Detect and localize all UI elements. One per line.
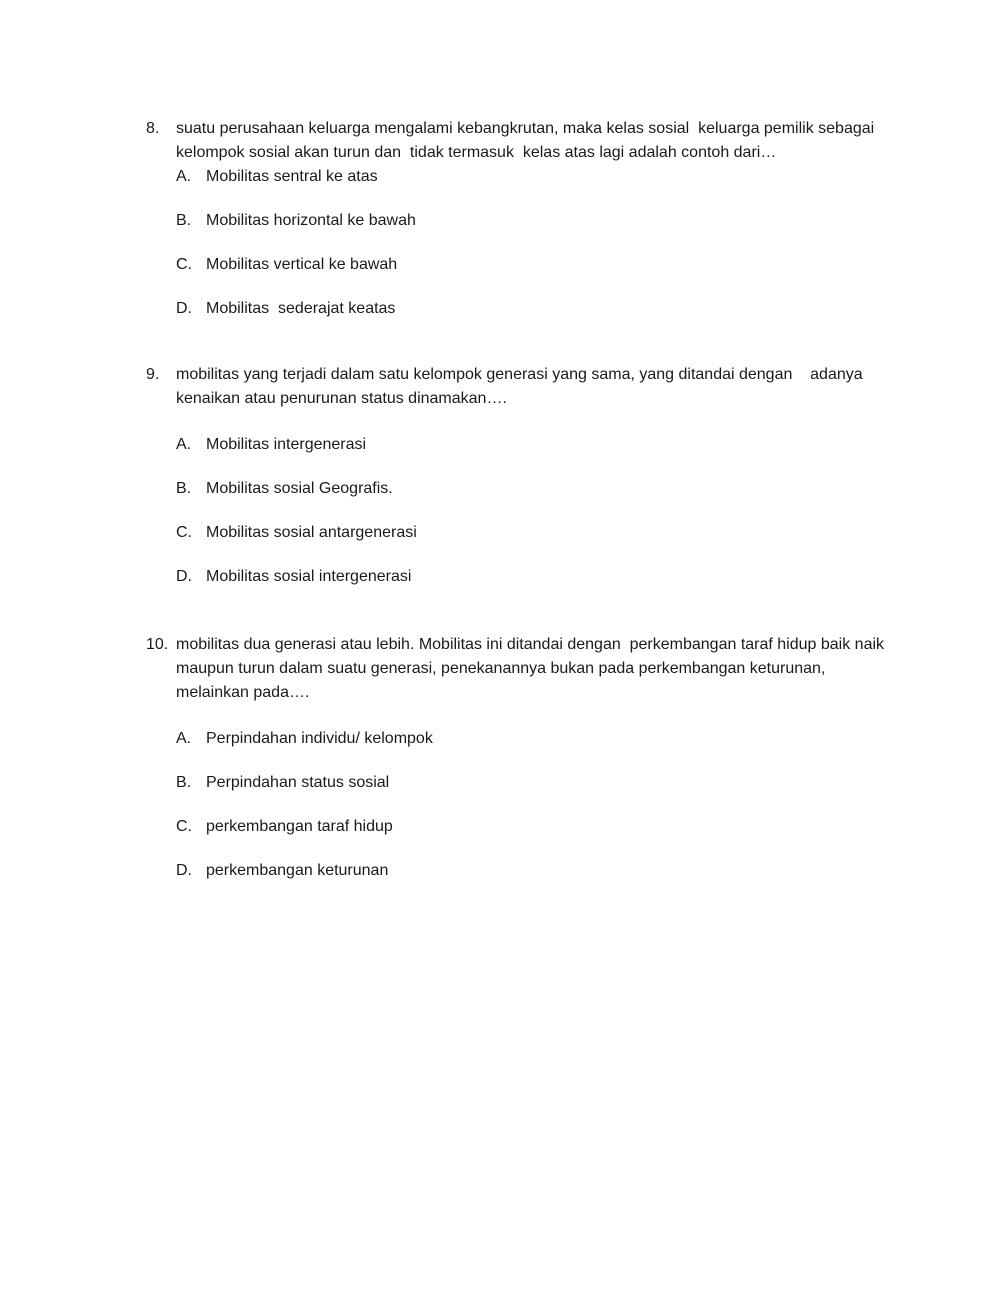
option-text: Mobilitas sosial antargenerasi (206, 524, 417, 541)
option-letter: D. (176, 862, 192, 879)
option-b[interactable] (176, 771, 886, 795)
option-text: Perpindahan status sosial (206, 774, 390, 791)
option-c[interactable] (176, 521, 886, 545)
option-a[interactable] (176, 433, 886, 457)
option-text: perkembangan taraf hidup (206, 818, 393, 835)
option-letter: A. (176, 730, 192, 747)
option-text: Mobilitas intergenerasi (206, 436, 367, 453)
option-letter: D. (176, 568, 192, 585)
option-text: Mobilitas horizontal ke bawah (206, 212, 416, 229)
question-text: mobilitas yang terjadi dalam satu kelompok generasi yang sama, yang ditandai dengan adanya kenaikan atau penurunan status dinamakan…. (176, 366, 868, 407)
option-text: Mobilitas sosial intergenerasi (206, 568, 412, 585)
option-d[interactable] (176, 297, 886, 321)
option-letter: C. (176, 256, 192, 273)
question-9 (146, 363, 886, 609)
option-text: Mobilitas sosial Geografis. (206, 480, 393, 497)
option-letter: B. (176, 480, 192, 497)
option-d[interactable] (176, 565, 886, 589)
question-number: 9. (146, 366, 160, 383)
question-number: 8. (146, 120, 160, 137)
answer-options (176, 433, 886, 589)
answer-options (176, 727, 886, 883)
option-b[interactable] (176, 477, 886, 501)
option-letter: A. (176, 436, 192, 453)
option-letter: C. (176, 524, 192, 541)
option-text: Mobilitas sentral ke atas (206, 168, 378, 185)
option-c[interactable] (176, 253, 886, 277)
option-text: Perpindahan individu/ kelompok (206, 730, 433, 747)
option-text: Mobilitas vertical ke bawah (206, 256, 398, 273)
question-10 (146, 633, 889, 903)
option-letter: B. (176, 212, 192, 229)
option-letter: A. (176, 168, 192, 185)
option-a[interactable] (176, 165, 886, 189)
question-text: mobilitas dua generasi atau lebih. Mobilitas ini ditandai dengan perkembangan taraf hidup baik naik maupun turun dalam suatu generasi, penekanannya bukan pada perkembangan keturunan, melainkan pada…. (176, 636, 889, 701)
option-letter: D. (176, 300, 192, 317)
option-letter: B. (176, 774, 192, 791)
question-text: suatu perusahaan keluarga mengalami kebangkrutan, maka kelas sosial keluarga pemilik sebagai kelompok sosial akan turun dan tidak termasuk kelas atas lagi adalah contoh dari… (176, 120, 879, 161)
option-text: Mobilitas sederajat keatas (206, 300, 396, 317)
option-a[interactable] (176, 727, 886, 751)
option-d[interactable] (176, 859, 886, 883)
question-number: 10. (146, 636, 169, 653)
question-8 (146, 117, 886, 341)
option-text: perkembangan keturunan (206, 862, 389, 879)
option-b[interactable] (176, 209, 886, 233)
option-letter: C. (176, 818, 192, 835)
option-c[interactable] (176, 815, 886, 839)
answer-options (176, 165, 886, 321)
